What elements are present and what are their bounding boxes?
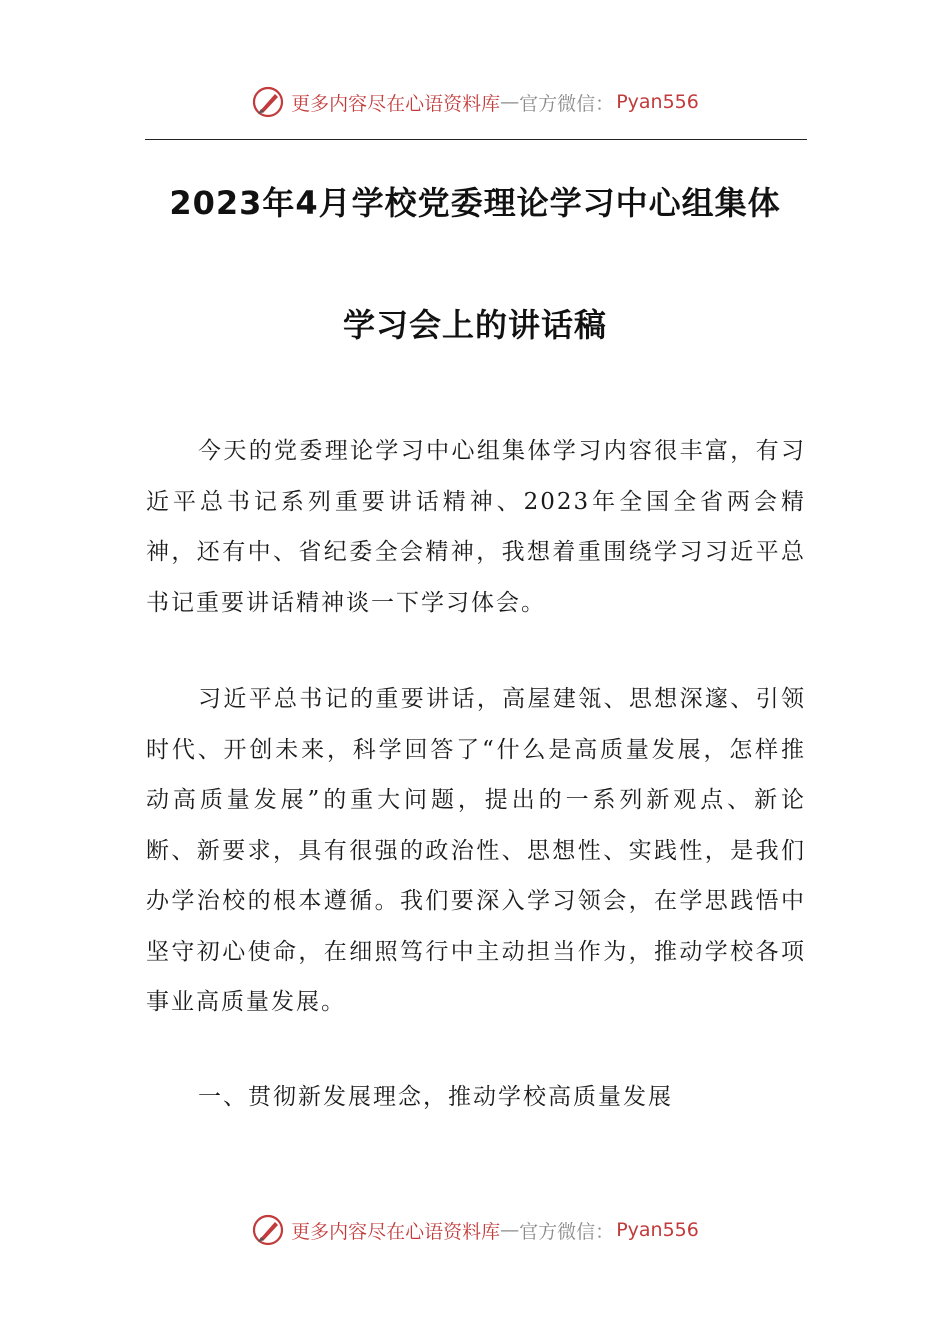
pen-logo-icon: [251, 1213, 285, 1247]
header-banner: [0, 82, 950, 122]
pen-logo-icon: [251, 85, 285, 119]
banner-main-text: 更多内容尽在心语资料库: [291, 92, 501, 115]
banner-wechat-id: Pyan556: [616, 1219, 699, 1241]
document-title-line-2: 学习会上的讲话稿: [342, 306, 607, 344]
body-paragraph-1: 今天的党委理论学习中心组集体学习内容很丰富，有习近平总书记系列重要讲话精神、2023年全国全省两会精神，还有中、省纪委全会精神，我想着重围绕学习习近平总书记重要讲话精神谈一下学习体会。: [146, 438, 806, 616]
banner-wechat-id: Pyan556: [616, 91, 699, 113]
body-paragraph-2: 习近平总书记的重要讲话，高屋建瓴、思想深邃、引领时代、开创未来，科学回答了“什么是高质量发展，怎样推动高质量发展”的重大问题，提出的一系列新观点、新论断、新要求，具有很强的政治性、思想性、实践性，是我们办学治校的根本遵循。我们要深入学习领会，在学思践悟中坚守初心使命，在细照笃行中主动担当作为，推动学校各项事业高质量发展。: [146, 686, 806, 1015]
banner-separator: —: [500, 91, 520, 113]
footer-banner: [0, 1210, 950, 1250]
section-heading: 一、贯彻新发展理念，推动学校高质量发展: [198, 1084, 673, 1110]
header-divider: [145, 139, 807, 140]
document-title-line-1: 2023年4月学校党委理论学习中心组集体: [169, 184, 781, 222]
banner-wechat-label: 官方微信：: [519, 92, 615, 115]
banner-wechat-label: 官方微信：: [519, 1220, 615, 1243]
banner-separator: —: [500, 1219, 520, 1241]
banner-main-text: 更多内容尽在心语资料库: [291, 1220, 501, 1243]
